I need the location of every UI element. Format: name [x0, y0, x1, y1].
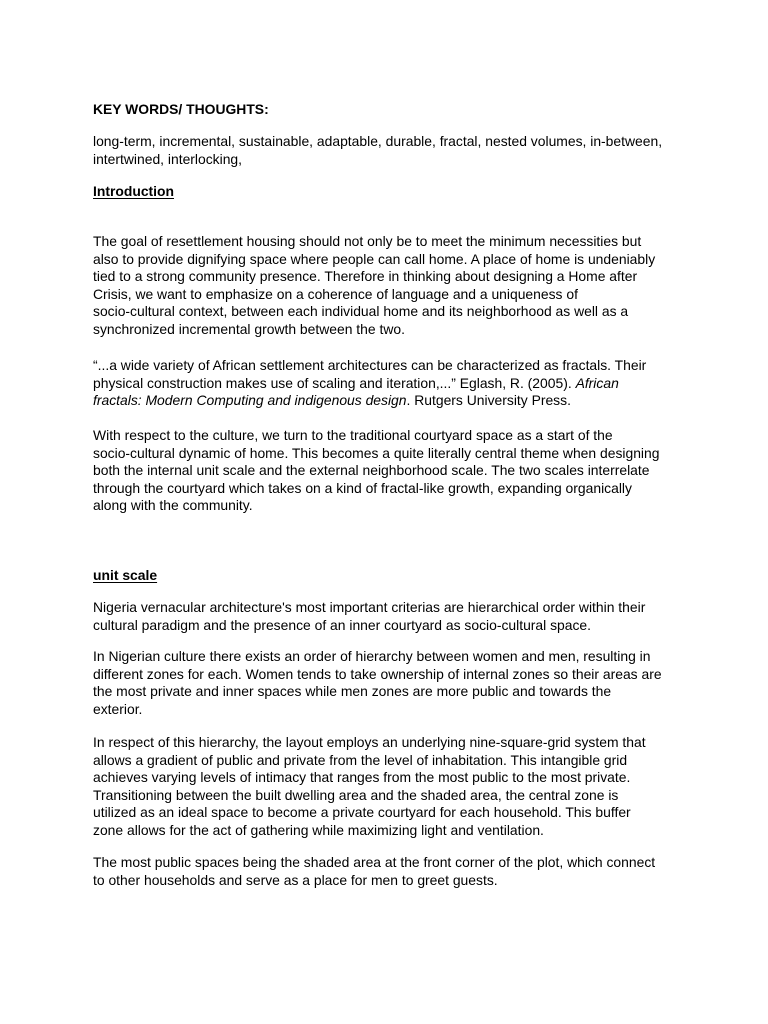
text-line: socio-cultural dynamic of home. This becomes a quite literally central theme when designing — [93, 444, 660, 461]
text-line: With respect to the culture, we turn to the traditional courtyard space as a start of the — [93, 427, 613, 443]
text-line: allows a gradient of public and private from the level of inhabitation. This intangible grid — [93, 751, 628, 768]
book-title: fractals: Modern Computing and indigenous design — [93, 392, 407, 409]
text-line: cultural paradigm and the presence of an inner courtyard as socio-cultural space. — [93, 616, 592, 633]
keywords-heading-text: KEY WORDS/ THOUGHTS: — [93, 101, 269, 117]
unit-scale-paragraph-4 — [93, 854, 683, 889]
text-line: The most public spaces being the shaded area at the front corner of the plot, which connect — [93, 854, 656, 870]
text-line: socio-cultural context, between each individual home and its neighborhood as well as a — [93, 303, 629, 320]
text-line: achieves varying levels of intimacy that ranges from the most public to the most private. — [93, 769, 631, 786]
text-line: long-term, incremental, sustainable, adaptable, durable, fractal, nested volumes, in-between, — [93, 133, 663, 149]
text-line: through the courtyard which takes on a kind of fractal-like growth, expanding organically — [93, 479, 632, 496]
publisher-text: . Rutgers University Press. — [406, 392, 571, 409]
keywords-heading — [93, 101, 683, 119]
text-line: also to provide dignifying space where people can call home. A place of home is undeniably — [93, 250, 656, 267]
quote-citation — [93, 357, 683, 410]
text-line: “...a wide variety of African settlement architectures can be characterized as fractals. Their — [93, 357, 647, 373]
introduction-paragraph-1 — [93, 233, 683, 339]
text-line: Nigeria vernacular architecture's most important criterias are hierarchical order within their — [93, 599, 646, 615]
text-line: Transitioning between the built dwelling area and the shaded area, the central zone is — [93, 786, 619, 803]
text-line: both the internal unit scale and the external neighborhood scale. The two scales interrelate — [93, 462, 650, 479]
text-line: utilized as an ideal space to become a private courtyard for each household. This buffer — [93, 804, 631, 821]
unit-scale-paragraph-1 — [93, 599, 683, 634]
text-line: In Nigerian culture there exists an order of hierarchy between women and men, resulting in — [93, 648, 651, 664]
text-line: synchronized incremental growth between the two. — [93, 320, 405, 337]
text-line: The goal of resettlement housing should not only be to meet the minimum necessities but — [93, 233, 642, 249]
text-line — [93, 375, 683, 393]
keywords-text — [93, 133, 683, 168]
text-line: to other households and serve as a place for men to greet guests. — [93, 871, 498, 888]
text-line: tied to a strong community presence. Therefore in thinking about designing a Home after — [93, 268, 638, 285]
introduction-heading — [93, 183, 683, 201]
text-line: zone allows for the act of gathering while maximizing light and ventilation. — [93, 821, 544, 838]
text-line: Crisis, we want to emphasize on a coherence of language and a uniqueness of — [93, 285, 578, 302]
text-line: intertwined, interlocking, — [93, 150, 243, 167]
text-line: exterior. — [93, 700, 143, 717]
text-line: the most private and inner spaces while men zones are more public and towards the — [93, 683, 612, 700]
unit-scale-heading-text: unit scale — [93, 567, 158, 583]
text-line: In respect of this hierarchy, the layout employs an underlying nine-square-grid system that — [93, 734, 646, 750]
citation-text: physical construction makes use of scaling and iteration,...” Eglash, R. (2005). — [93, 374, 576, 391]
unit-scale-paragraph-2 — [93, 648, 683, 718]
introduction-paragraph-2 — [93, 427, 683, 515]
book-title: African — [575, 374, 619, 391]
text-line: along with the community. — [93, 497, 253, 514]
unit-scale-paragraph-3 — [93, 734, 683, 840]
text-line — [93, 392, 683, 410]
text-line: different zones for each. Women tends to take ownership of internal zones so their areas are — [93, 665, 662, 682]
introduction-heading-text: Introduction — [93, 183, 175, 199]
unit-scale-heading — [93, 567, 683, 585]
